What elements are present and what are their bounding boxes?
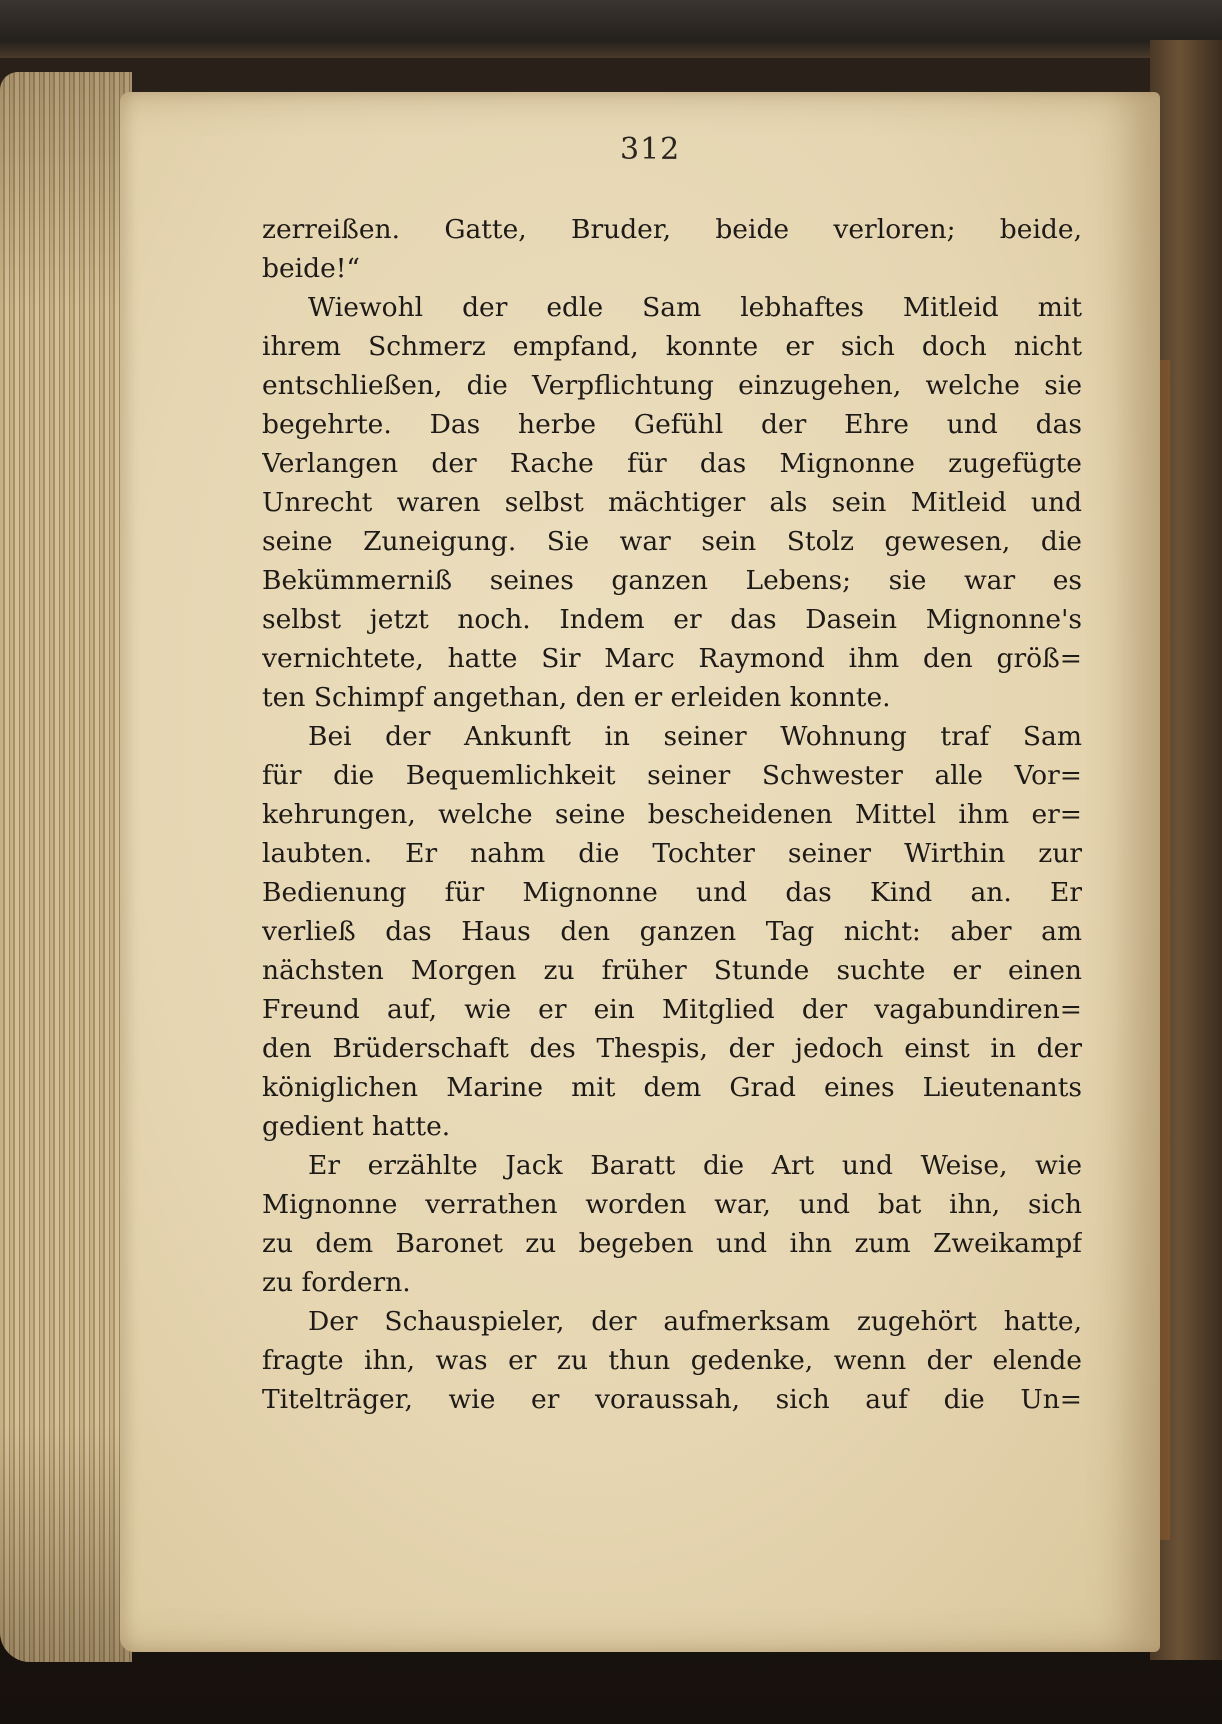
text-line: Titelträger, wie er voraussah, sich auf die Un= <box>262 1384 1082 1415</box>
text-line: selbst jetzt noch. Indem er das Dasein Mignonne's <box>262 604 1082 635</box>
text-line: gedient hatte. <box>262 1111 451 1142</box>
text-line: den Brüderschaft des Thespis, der jedoch einst in der <box>262 1033 1082 1064</box>
text-line: ten Schimpf angethan, den er erleiden konnte. <box>262 682 891 713</box>
text-line: zu fordern. <box>262 1267 411 1298</box>
text-line: Unrecht waren selbst mächtiger als sein Mitleid und <box>262 487 1082 518</box>
book-binding-top <box>0 0 1222 58</box>
text-line: Bedienung für Mignonne und das Kind an. Er <box>262 877 1082 908</box>
text-line: kehrungen, welche seine bescheidenen Mittel ihm er= <box>262 799 1082 830</box>
text-line: laubten. Er nahm die Tochter seiner Wirthin zur <box>262 838 1082 869</box>
text-line: verließ das Haus den ganzen Tag nicht: aber am <box>262 916 1082 947</box>
text-line: Wiewohl der edle Sam lebhaftes Mitleid mit <box>308 292 1082 323</box>
text-line: zerreißen. Gatte, Bruder, beide verloren; beide, <box>262 214 1082 245</box>
text-line: Freund auf, wie er ein Mitglied der vagabundiren= <box>262 994 1082 1025</box>
text-line: Bei der Ankunft in seiner Wohnung traf Sam <box>308 721 1082 752</box>
text-line: Der Schauspieler, der aufmerksam zugehört hatte, <box>308 1306 1082 1337</box>
text-line: Mignonne verrathen worden war, und bat ihn, sich <box>262 1189 1082 1220</box>
spine-leather-strip <box>1160 360 1170 1540</box>
text-line: Er erzählte Jack Baratt die Art und Weise, wie <box>308 1150 1082 1181</box>
text-line: Verlangen der Rache für das Mignonne zugefügte <box>262 448 1082 479</box>
page-number: 312 <box>620 132 681 167</box>
text-line: ihrem Schmerz empfand, konnte er sich doch nicht <box>262 331 1082 362</box>
text-line: zu dem Baronet zu begeben und ihn zum Zweikampf <box>262 1228 1082 1259</box>
text-line: begehrte. Das herbe Gefühl der Ehre und das <box>262 409 1082 440</box>
text-line: fragte ihn, was er zu thun gedenke, wenn der elende <box>262 1345 1082 1376</box>
page-edges-shade <box>0 72 132 1662</box>
text-line: Bekümmerniß seines ganzen Lebens; sie war es <box>262 565 1082 596</box>
text-line: königlichen Marine mit dem Grad eines Lieutenants <box>262 1072 1082 1103</box>
text-line: für die Bequemlichkeit seiner Schwester alle Vor= <box>262 760 1082 791</box>
text-line: vernichtete, hatte Sir Marc Raymond ihm den größ= <box>262 643 1082 674</box>
text-line: nächsten Morgen zu früher Stunde suchte er einen <box>262 955 1082 986</box>
text-line: beide!“ <box>262 253 360 284</box>
text-line: seine Zuneigung. Sie war sein Stolz gewesen, die <box>262 526 1082 557</box>
text-line: entschließen, die Verpflichtung einzugehen, welche sie <box>262 370 1082 401</box>
body-text <box>262 210 1082 1419</box>
